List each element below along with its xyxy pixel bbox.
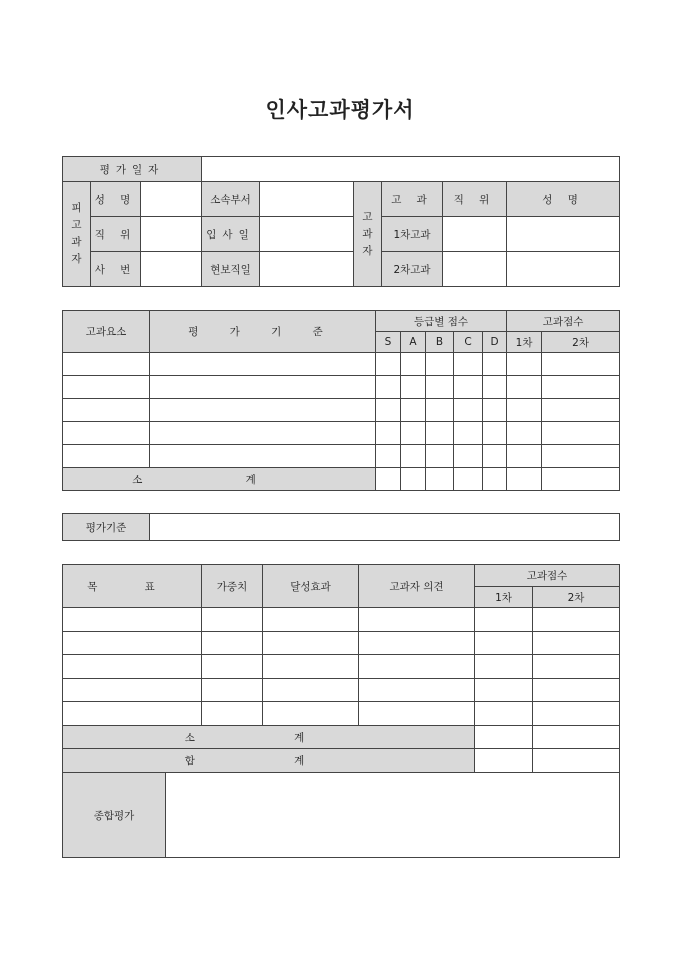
standard-cell[interactable] <box>150 399 376 422</box>
grade-cell[interactable] <box>401 468 426 491</box>
evaluator-round-1: 1차고과 <box>382 217 443 252</box>
criteria-row <box>63 399 620 422</box>
grade-cell[interactable] <box>483 376 507 399</box>
name-label: 성 명 <box>91 182 141 217</box>
grade-s: S <box>376 332 401 353</box>
score-cell[interactable] <box>475 608 533 632</box>
achievement-cell[interactable] <box>263 632 359 655</box>
score-cell[interactable] <box>507 376 542 399</box>
document-title: 인사고과평가서 <box>265 98 415 122</box>
goal-subtotal-label: 소 계 <box>63 726 475 749</box>
subject-label: 피 고 과 자 <box>63 182 91 287</box>
standard-header: 평 가 기 준 <box>150 311 376 353</box>
join-date-field[interactable] <box>260 217 354 252</box>
weight-cell[interactable] <box>202 632 263 655</box>
opinion-cell[interactable] <box>359 608 475 632</box>
score-cell[interactable] <box>507 445 542 468</box>
factor-cell[interactable] <box>63 445 150 468</box>
grade-header: 등급별 점수 <box>376 311 507 332</box>
weight-cell[interactable] <box>202 655 263 679</box>
goal-total-label: 합 계 <box>63 749 475 773</box>
criteria-row <box>63 353 620 376</box>
score-cell[interactable] <box>533 655 620 679</box>
grade-cell[interactable] <box>426 399 454 422</box>
score-cell[interactable] <box>533 702 620 726</box>
grade-cell[interactable] <box>426 445 454 468</box>
emp-no-label: 사 번 <box>91 252 141 287</box>
grade-cell[interactable] <box>376 399 401 422</box>
grade-a: A <box>401 332 426 353</box>
goal-row <box>63 655 620 679</box>
grade-c: C <box>454 332 483 353</box>
standard-label: 평가기준 <box>63 514 150 541</box>
opinion-header: 고과자 의견 <box>359 565 475 608</box>
grade-cell[interactable] <box>454 353 483 376</box>
goal-row <box>63 632 620 655</box>
goal-cell[interactable] <box>63 655 202 679</box>
eval-date-field[interactable] <box>202 157 620 182</box>
dept-label: 소속부서 <box>202 182 260 217</box>
overall-label: 종합평가 <box>63 773 166 858</box>
grade-d: D <box>483 332 507 353</box>
criteria-subtotal-label: 소 계 <box>63 468 376 491</box>
goal-round-1-header: 1차 <box>475 587 533 608</box>
round-1-header: 1차 <box>507 332 542 353</box>
goal-table <box>62 564 620 858</box>
score-cell[interactable] <box>533 679 620 702</box>
goal-cell[interactable] <box>63 608 202 632</box>
score-cell[interactable] <box>542 422 620 445</box>
evaluator-header-name: 성 명 <box>507 182 620 217</box>
grade-cell[interactable] <box>454 399 483 422</box>
grade-cell[interactable] <box>483 422 507 445</box>
factor-cell[interactable] <box>63 422 150 445</box>
score-cell[interactable] <box>542 445 620 468</box>
position-field[interactable] <box>141 217 202 252</box>
factor-cell[interactable] <box>63 353 150 376</box>
grade-cell[interactable] <box>426 422 454 445</box>
grade-cell[interactable] <box>401 422 426 445</box>
position-label: 직 위 <box>91 217 141 252</box>
goal-cell[interactable] <box>63 632 202 655</box>
criteria-row <box>63 422 620 445</box>
round-2-header: 2차 <box>542 332 620 353</box>
weight-header: 가중치 <box>202 565 263 608</box>
factor-cell[interactable] <box>63 399 150 422</box>
grade-cell[interactable] <box>401 399 426 422</box>
score-cell[interactable] <box>533 608 620 632</box>
score-cell[interactable] <box>475 655 533 679</box>
weight-cell[interactable] <box>202 608 263 632</box>
criteria-row <box>63 445 620 468</box>
score-cell[interactable] <box>533 749 620 773</box>
grade-b: B <box>426 332 454 353</box>
score-header: 고과점수 <box>507 311 620 332</box>
standard-cell[interactable] <box>150 376 376 399</box>
grade-cell[interactable] <box>376 445 401 468</box>
score-cell[interactable] <box>542 468 620 491</box>
standard-table <box>62 513 620 541</box>
evaluator-round-2: 2차고과 <box>382 252 443 287</box>
score-cell[interactable] <box>507 353 542 376</box>
score-cell[interactable] <box>507 422 542 445</box>
achievement-cell[interactable] <box>263 655 359 679</box>
grade-cell[interactable] <box>376 468 401 491</box>
score-cell[interactable] <box>475 679 533 702</box>
score-cell[interactable] <box>533 632 620 655</box>
weight-cell[interactable] <box>202 702 263 726</box>
standard-cell[interactable] <box>150 353 376 376</box>
score-cell[interactable] <box>542 399 620 422</box>
score-cell[interactable] <box>507 399 542 422</box>
achievement-cell[interactable] <box>263 702 359 726</box>
info-table <box>62 156 620 287</box>
grade-cell[interactable] <box>454 468 483 491</box>
grade-cell[interactable] <box>426 376 454 399</box>
score-cell[interactable] <box>475 726 533 749</box>
weight-cell[interactable] <box>202 679 263 702</box>
goal-row <box>63 679 620 702</box>
standard-cell[interactable] <box>150 445 376 468</box>
factor-cell[interactable] <box>63 376 150 399</box>
evaluator-2-position-field[interactable] <box>443 252 507 287</box>
grade-cell[interactable] <box>376 353 401 376</box>
grade-cell[interactable] <box>401 445 426 468</box>
dept-field[interactable] <box>260 182 354 217</box>
opinion-cell[interactable] <box>359 702 475 726</box>
goal-header: 목 표 <box>63 565 202 608</box>
current-pos-field[interactable] <box>260 252 354 287</box>
score-cell[interactable] <box>475 749 533 773</box>
evaluator-header-round: 고 과 <box>382 182 443 217</box>
score-cell[interactable] <box>507 468 542 491</box>
grade-cell[interactable] <box>401 376 426 399</box>
factor-header: 고과요소 <box>63 311 150 353</box>
evaluator-1-name-field[interactable] <box>507 217 620 252</box>
grade-cell[interactable] <box>426 468 454 491</box>
grade-cell[interactable] <box>483 399 507 422</box>
score-cell[interactable] <box>475 632 533 655</box>
goal-row <box>63 702 620 726</box>
achievement-cell[interactable] <box>263 679 359 702</box>
goal-cell[interactable] <box>63 679 202 702</box>
evaluator-1-position-field[interactable] <box>443 217 507 252</box>
grade-cell[interactable] <box>376 422 401 445</box>
standard-field[interactable] <box>150 514 620 541</box>
opinion-cell[interactable] <box>359 632 475 655</box>
emp-no-field[interactable] <box>141 252 202 287</box>
goal-row <box>63 608 620 632</box>
evaluator-header-position: 직 위 <box>443 182 507 217</box>
grade-cell[interactable] <box>376 376 401 399</box>
score-cell[interactable] <box>533 726 620 749</box>
grade-cell[interactable] <box>401 353 426 376</box>
join-date-label: 입사일 <box>202 217 260 252</box>
goal-round-2-header: 2차 <box>533 587 620 608</box>
grade-cell[interactable] <box>454 422 483 445</box>
current-pos-label: 현보직일 <box>202 252 260 287</box>
grade-cell[interactable] <box>454 376 483 399</box>
achievement-cell[interactable] <box>263 608 359 632</box>
opinion-cell[interactable] <box>359 679 475 702</box>
goal-score-header: 고과점수 <box>475 565 620 587</box>
score-cell[interactable] <box>542 376 620 399</box>
criteria-table <box>62 310 620 491</box>
grade-cell[interactable] <box>483 468 507 491</box>
score-cell[interactable] <box>475 702 533 726</box>
grade-cell[interactable] <box>483 353 507 376</box>
overall-field[interactable] <box>166 773 620 858</box>
criteria-row <box>63 376 620 399</box>
eval-date-label: 평가일자 <box>63 157 202 182</box>
score-cell[interactable] <box>542 353 620 376</box>
evaluator-label: 고 과 자 <box>354 182 382 287</box>
goal-cell[interactable] <box>63 702 202 726</box>
standard-cell[interactable] <box>150 422 376 445</box>
name-field[interactable] <box>141 182 202 217</box>
grade-cell[interactable] <box>454 445 483 468</box>
grade-cell[interactable] <box>426 353 454 376</box>
achievement-header: 달성효과 <box>263 565 359 608</box>
opinion-cell[interactable] <box>359 655 475 679</box>
grade-cell[interactable] <box>483 445 507 468</box>
evaluator-2-name-field[interactable] <box>507 252 620 287</box>
